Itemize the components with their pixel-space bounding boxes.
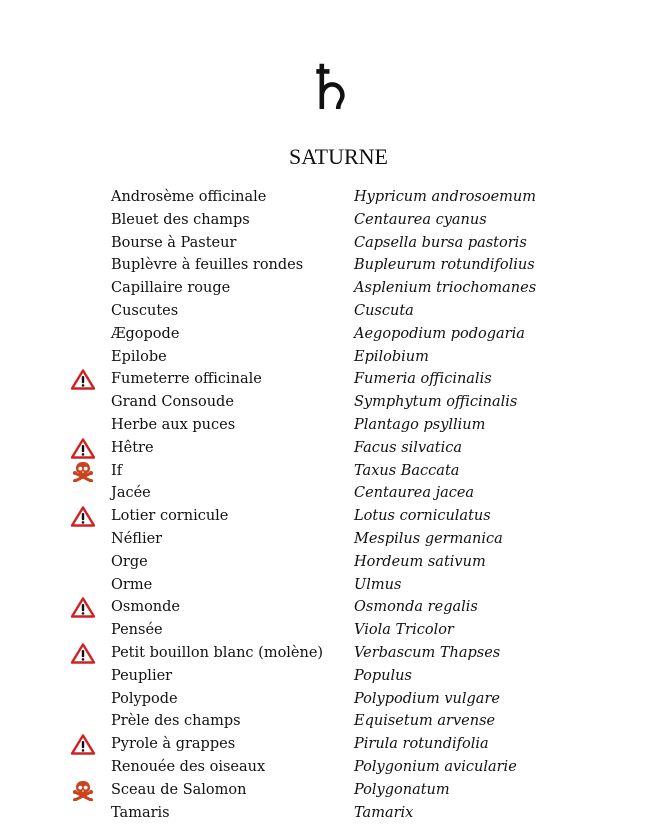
common-name: Pensée: [111, 622, 163, 639]
latin-name: Tamarix: [354, 804, 414, 821]
common-name: Tamaris: [111, 804, 170, 821]
common-name: Peuplier: [111, 667, 173, 684]
common-name: Bleuet des champs: [111, 211, 250, 228]
common-name: Lotier cornicule: [111, 508, 229, 525]
common-name: Androsème officinale: [111, 189, 267, 205]
latin-name: Hordeum sativum: [354, 553, 486, 570]
list-item: [0, 733, 661, 756]
latin-name: Mespilus germanica: [354, 530, 503, 547]
common-name: Herbe aux puces: [111, 416, 236, 433]
common-name: Bourse à Pasteur: [111, 234, 237, 251]
common-name: Orme: [111, 576, 153, 593]
list-item: [0, 619, 661, 642]
latin-name: Pirula rotundifolia: [354, 736, 489, 753]
list-item: [0, 368, 661, 391]
common-name: Hêtre: [111, 439, 154, 456]
latin-name: Fumeria officinalis: [354, 371, 492, 388]
latin-name: Equisetum arvense: [354, 713, 496, 730]
list-item: [0, 779, 661, 802]
latin-name: Asplenium triochomanes: [354, 280, 537, 297]
list-item: [0, 323, 661, 346]
list-item: [0, 437, 661, 460]
latin-name: Polygonatum: [354, 781, 450, 798]
latin-name: Osmonda regalis: [354, 599, 478, 616]
common-name: Osmonde: [111, 599, 181, 616]
list-item: [0, 414, 661, 437]
latin-name: Polypodium vulgare: [354, 690, 500, 707]
list-item: [0, 346, 661, 369]
list-item: [0, 665, 661, 688]
list-item: [0, 186, 661, 209]
list-item: [0, 642, 661, 665]
plant-list: [0, 186, 661, 824]
latin-name: Verbascum Thapses: [354, 644, 501, 661]
latin-name: Facus silvatica: [354, 439, 463, 456]
common-name: Capillaire rouge: [111, 280, 231, 297]
common-name: Orge: [111, 553, 148, 570]
common-name: Petit bouillon blanc (molène): [111, 644, 324, 661]
common-name: Prèle des champs: [111, 713, 241, 730]
skull-crossbones-icon: [71, 461, 95, 482]
latin-name: Epilobium: [354, 348, 429, 365]
list-item: [0, 232, 661, 255]
common-name: Polypode: [111, 690, 178, 707]
latin-name: Plantago psyllium: [354, 416, 486, 433]
common-name: Sceau de Salomon: [111, 781, 247, 798]
common-name: Néflier: [111, 530, 163, 547]
latin-name: Polygonium avicularie: [354, 758, 517, 775]
warning-triangle-icon: [71, 643, 95, 664]
warning-triangle-icon: [71, 734, 95, 755]
list-item: [0, 391, 661, 414]
list-item: [0, 505, 661, 528]
warning-triangle-icon: [71, 506, 95, 527]
list-item: [0, 596, 661, 619]
common-name: Epilobe: [111, 348, 167, 365]
latin-name: Aegopodium podogaria: [354, 325, 525, 342]
warning-triangle-icon: [71, 597, 95, 618]
latin-name: Centaurea jacea: [354, 485, 475, 502]
common-name: Fumeterre officinale: [111, 371, 262, 388]
latin-name: Ulmus: [354, 576, 402, 593]
common-name: Cuscutes: [111, 302, 179, 319]
list-item: [0, 209, 661, 232]
list-item: [0, 551, 661, 574]
common-name: Grand Consoude: [111, 394, 234, 411]
list-item: [0, 482, 661, 505]
list-item: [0, 574, 661, 597]
warning-triangle-icon: [71, 438, 95, 459]
common-name: Buplèvre à feuilles rondes: [111, 257, 304, 274]
list-item: [0, 802, 661, 825]
latin-name: Viola Tricolor: [354, 622, 454, 639]
common-name: Jacée: [111, 485, 151, 502]
latin-name: Populus: [354, 667, 412, 684]
latin-name: Taxus Baccata: [354, 462, 460, 479]
latin-name: Hypricum androsoemum: [354, 189, 537, 205]
page-title: SATURNE: [288, 144, 388, 169]
latin-name: Cuscuta: [354, 302, 414, 319]
latin-name: Symphytum officinalis: [354, 394, 518, 411]
list-item: [0, 460, 661, 483]
latin-name: Capsella bursa pastoris: [354, 234, 527, 251]
list-item: [0, 688, 661, 711]
latin-name: Lotus corniculatus: [354, 508, 491, 525]
list-item: [0, 528, 661, 551]
common-name: Ægopode: [111, 325, 180, 342]
list-item: [0, 756, 661, 779]
latin-name: Centaurea cyanus: [354, 211, 487, 228]
list-item: [0, 277, 661, 300]
warning-triangle-icon: [71, 369, 95, 390]
common-name: Renouée des oiseaux: [111, 758, 266, 775]
latin-name: Bupleurum rotundifolius: [354, 257, 535, 274]
saturn-symbol: ♄: [302, 51, 359, 124]
list-item: [0, 300, 661, 323]
common-name: If: [111, 462, 123, 479]
list-item: [0, 710, 661, 733]
skull-crossbones-icon: [71, 780, 95, 801]
list-item: [0, 254, 661, 277]
common-name: Pyrole à grappes: [111, 736, 236, 753]
